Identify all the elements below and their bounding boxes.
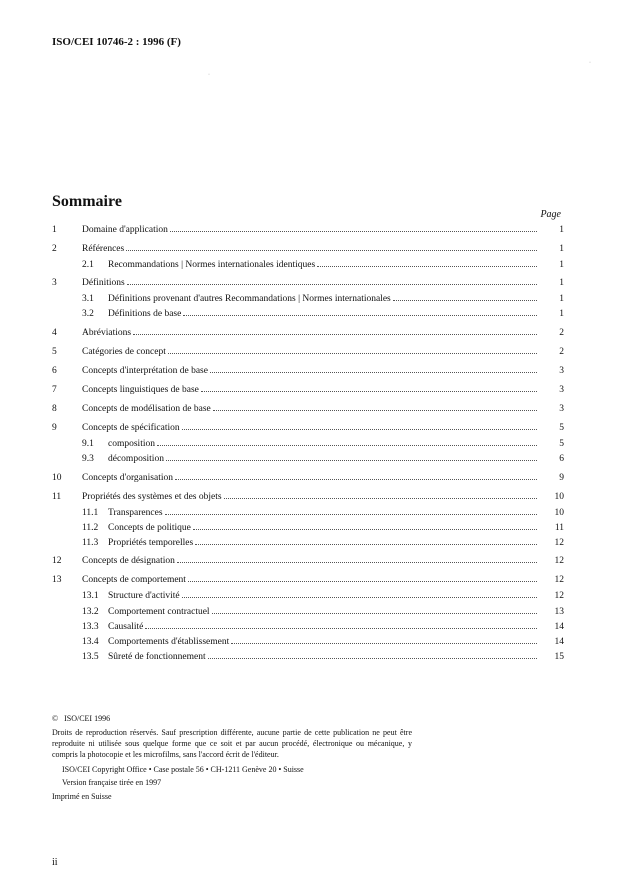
toc-entry-page: 1 [559, 259, 564, 270]
toc-entry-label: Domaine d'application [82, 225, 168, 235]
copyright-holder: ISO/CEI 1996 [64, 714, 111, 723]
toc-entry-label: Définitions de base [108, 309, 182, 320]
toc-entry-page: 9 [559, 472, 564, 483]
toc-entry-number: 9 [52, 423, 57, 434]
toc-entry-page: 3 [559, 385, 564, 396]
toc-subentry[interactable] [52, 620, 564, 635]
toc-entry-page: 1 [559, 294, 564, 305]
toc-entry-label: Propriétés des systèmes et des objets [82, 491, 222, 502]
dot-leader [183, 315, 537, 316]
toc-subentry[interactable] [52, 307, 564, 322]
toc-entry-page: 10 [554, 491, 564, 502]
toc-entry-page: 2 [559, 346, 564, 357]
dot-leader [175, 479, 537, 480]
toc-entry[interactable] [52, 572, 564, 589]
toc-entry-page: 6 [559, 454, 564, 465]
toc-subentry[interactable] [52, 258, 564, 273]
toc-entry-label: Recommandations | Normes internationales identiques [108, 259, 316, 270]
dot-leader [212, 613, 537, 614]
toc-entry-number: 6 [52, 365, 57, 376]
toc-entry-label: Propriétés temporelles [108, 537, 194, 548]
toc-subentry[interactable] [52, 635, 564, 650]
toc-entry-label: Références [82, 244, 125, 255]
dot-leader [224, 498, 537, 499]
toc-entry-label: Sûreté de fonctionnement [108, 652, 206, 663]
dot-leader [168, 353, 537, 354]
toc-entry-label: Causalité [108, 621, 144, 632]
toc-entry-number: 3.1 [82, 294, 94, 305]
toc-entry[interactable] [52, 241, 564, 258]
dot-leader [177, 562, 537, 563]
page-number: ii [52, 857, 58, 868]
dot-leader [213, 410, 537, 411]
toc-subentry[interactable] [52, 506, 564, 521]
toc-entry[interactable] [52, 363, 564, 380]
toc-entry-label: Définitions [82, 278, 125, 289]
toc-entry-number: 2 [52, 244, 57, 255]
toc-entry-page: 2 [559, 327, 564, 338]
toc-entry-label: composition [108, 439, 155, 450]
toc-entry-label: Concepts de politique [108, 522, 191, 533]
toc-entry-number: 10 [52, 472, 62, 483]
toc-entry-label: Catégories de concept [82, 346, 166, 357]
dot-leader [165, 514, 537, 515]
dot-leader [166, 460, 537, 461]
rights-statement: Droits de reproduction réservés. Sauf prescription différente, aucune partie de cette publication ne peut être reproduite ni utilisée sous quelque forme que ce soit et par aucun procédé, électronique ou mécanique, y compris la photocopie et les microfilms, sans l'accord écrit de l'éditeur. [52, 728, 412, 759]
toc-entry[interactable] [52, 489, 564, 506]
scan-speck: · [589, 60, 591, 66]
toc-entry-page: 5 [559, 423, 564, 434]
dot-leader [201, 391, 537, 392]
dot-leader [208, 658, 537, 659]
dot-leader [157, 445, 537, 446]
toc-entry-number: 4 [52, 327, 57, 338]
dot-leader [170, 231, 537, 232]
toc-entry-number: 9.1 [82, 439, 94, 450]
toc-entry[interactable] [52, 401, 564, 418]
toc-entry-number: 11.1 [82, 507, 99, 518]
dot-leader [133, 334, 537, 335]
toc-entry-page: 12 [554, 591, 564, 602]
toc-entry-number: 3.2 [82, 309, 94, 320]
toc-entry[interactable] [52, 222, 564, 239]
toc-entry[interactable] [52, 275, 564, 292]
toc-entry-label: Concepts de modélisation de base [82, 404, 211, 415]
toc-entry-number: 11 [52, 491, 62, 502]
toc-entry-number: 11.2 [82, 522, 99, 533]
dot-leader [195, 544, 537, 545]
dot-leader [126, 250, 537, 251]
version-note: Version française tirée en 1997 [62, 778, 162, 787]
toc-entry-page: 11 [554, 522, 564, 533]
toc-entry-number: 1 [52, 225, 57, 235]
toc-entry-number: 13.4 [82, 636, 99, 647]
toc-entry-number: 7 [52, 385, 57, 396]
dot-leader [210, 372, 537, 373]
toc-entry-page: 3 [559, 404, 564, 415]
toc-entry-page: 14 [554, 621, 564, 632]
toc-subentry[interactable] [52, 437, 564, 452]
toc-entry-number: 13.2 [82, 606, 99, 617]
dot-leader [193, 529, 537, 530]
copyright-symbol: © [52, 714, 59, 723]
toc-entry-number: 13.3 [82, 621, 99, 632]
toc-entry-label: Concepts linguistiques de base [82, 385, 199, 396]
toc-entry[interactable] [52, 344, 564, 361]
toc-entry-page: 5 [559, 439, 564, 450]
scan-speck: · [208, 72, 210, 78]
toc-entry-page: 14 [554, 636, 564, 647]
toc-entry-page: 1 [559, 278, 564, 289]
toc-entry-page: 1 [559, 309, 564, 320]
table-of-contents [52, 222, 564, 665]
toc-entry-number: 13.1 [82, 591, 99, 602]
toc-entry-page: 15 [554, 652, 564, 663]
toc-entry-page: 1 [559, 225, 564, 235]
toc-entry-label: Concepts de comportement [82, 575, 186, 586]
toc-subentry[interactable] [52, 452, 564, 467]
dot-leader [188, 581, 537, 582]
dot-leader [182, 597, 537, 598]
toc-entry-number: 9.3 [82, 454, 94, 465]
toc-subentry[interactable] [52, 650, 564, 665]
page-column-label: Page [540, 209, 561, 220]
toc-entry-page: 3 [559, 365, 564, 376]
toc-entry-number: 3 [52, 278, 57, 289]
toc-entry-label: Transparences [108, 507, 163, 518]
toc-entry[interactable] [52, 470, 564, 487]
toc-entry-label: Comportement contractuel [108, 606, 210, 617]
toc-entry-label: Concepts d'organisation [82, 472, 173, 483]
toc-entry-number: 13.5 [82, 652, 99, 663]
toc-subentry[interactable] [52, 292, 564, 307]
printed-note: Imprimé en Suisse [52, 792, 112, 801]
page-title: Sommaire [52, 193, 122, 210]
toc-subentry[interactable] [52, 536, 564, 551]
toc-entry-label: décomposition [108, 454, 164, 465]
toc-entry-label: Structure d'activité [108, 591, 180, 602]
dot-leader [231, 643, 537, 644]
toc-entry[interactable] [52, 325, 564, 342]
document-reference: ISO/CEI 10746-2 : 1996 (F) [52, 36, 181, 48]
copyright-office-address: ISO/CEI Copyright Office • Case postale 56 • CH-1211 Genève 20 • Suisse [62, 765, 304, 774]
toc-entry-number: 8 [52, 404, 57, 415]
toc-entry-label: Définitions provenant d'autres Recommandations | Normes internationales [108, 294, 391, 305]
dot-leader [127, 284, 537, 285]
toc-subentry[interactable] [52, 521, 564, 536]
toc-entry[interactable] [52, 553, 564, 570]
copyright-notice [52, 713, 412, 802]
toc-entry-number: 2.1 [82, 259, 94, 270]
toc-entry-page: 12 [554, 537, 564, 548]
dot-leader [182, 429, 537, 430]
toc-entry-page: 12 [554, 575, 564, 586]
toc-entry-page: 12 [554, 556, 564, 567]
toc-entry-page: 1 [559, 244, 564, 255]
toc-subentry[interactable] [52, 589, 564, 604]
toc-entry-label: Concepts d'interprétation de base [82, 365, 208, 376]
toc-entry-label: Concepts de désignation [82, 556, 175, 567]
toc-entry-label: Abréviations [82, 327, 132, 338]
toc-entry[interactable] [52, 420, 564, 437]
toc-entry-label: Concepts de spécification [82, 423, 180, 434]
toc-entry-label: Comportements d'établissement [108, 636, 230, 647]
toc-entry-number: 12 [52, 556, 62, 567]
toc-entry-page: 10 [554, 507, 564, 518]
dot-leader [317, 266, 537, 267]
dot-leader [393, 300, 537, 301]
toc-entry-number: 5 [52, 346, 57, 357]
toc-subentry[interactable] [52, 605, 564, 620]
toc-entry-page: 13 [554, 606, 564, 617]
toc-entry-number: 11.3 [82, 537, 99, 548]
toc-entry-number: 13 [52, 575, 62, 586]
dot-leader [145, 628, 537, 629]
toc-entry[interactable] [52, 382, 564, 399]
